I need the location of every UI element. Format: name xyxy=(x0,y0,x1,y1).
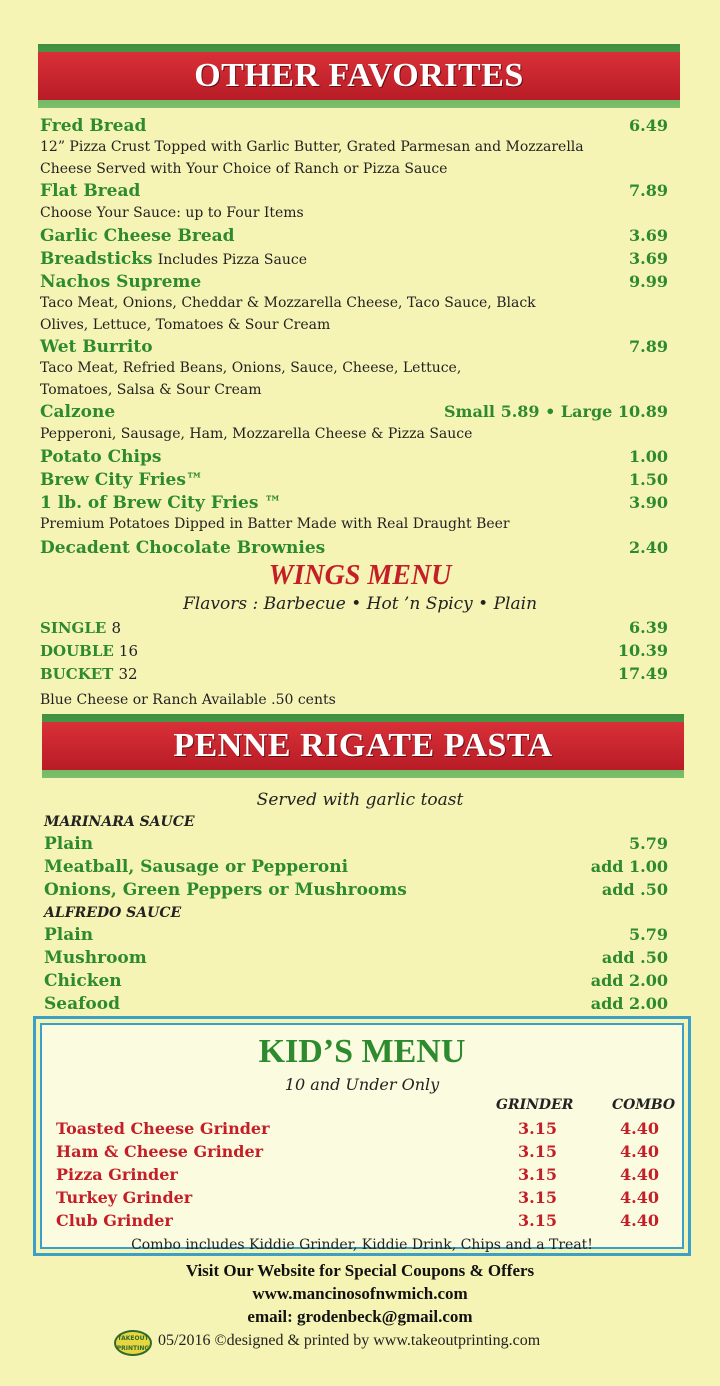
pasta-item-name: Chicken xyxy=(44,971,122,991)
wings-flavors: Flavors : Barbecue • Hot ’n Spicy • Plain xyxy=(182,594,538,614)
item-description: 12” Pizza Crust Topped with Garlic Butter, Grated Parmesan and Mozzarella Cheese Served with Your Choice of Ranch or Pizza Sauce xyxy=(40,139,584,177)
pasta-item-price: 5.79 xyxy=(629,834,668,853)
footer-website-link[interactable]: www.mancinosofnwmich.com xyxy=(252,1284,468,1303)
kids-item-name: Pizza Grinder xyxy=(56,1165,178,1184)
kids-grinder-price: 3.15 xyxy=(518,1119,557,1138)
menu-item-fred-bread xyxy=(40,116,668,136)
wings-count: 32 xyxy=(118,665,138,683)
pasta-item xyxy=(44,925,668,945)
kids-combo-price: 4.40 xyxy=(620,1211,659,1230)
menu-item-calzone xyxy=(40,402,668,422)
wings-row-double xyxy=(40,641,668,660)
menu-item-potato-chips xyxy=(40,447,668,467)
pasta-item-name: Onions, Green Peppers or Mushrooms xyxy=(44,880,407,900)
kids-grinder-price: 3.15 xyxy=(518,1142,557,1161)
kids-item xyxy=(56,1188,676,1210)
footer-promo: Visit Our Website for Special Coupons & Offers xyxy=(185,1261,535,1280)
item-description: Pepperoni, Sausage, Ham, Mozzarella Cheese & Pizza Sauce xyxy=(40,426,473,442)
wings-price: 10.39 xyxy=(617,641,668,660)
kids-item-name: Club Grinder xyxy=(56,1211,173,1230)
item-price: 2.40 xyxy=(629,538,668,557)
wings-row-single xyxy=(40,618,668,637)
wings-count: 16 xyxy=(118,642,139,660)
kids-combo-price: 4.40 xyxy=(620,1119,659,1138)
kids-menu-box xyxy=(33,1016,691,1256)
item-name: Nachos Supreme xyxy=(40,272,202,292)
item-price: 1.50 xyxy=(629,470,668,489)
pasta-item xyxy=(44,880,668,900)
menu-item-garlic-cheese-bread xyxy=(40,226,668,246)
pasta-item-price: add 2.00 xyxy=(590,971,668,990)
takeout-printing-logo: TAKEOUT PRINTING xyxy=(114,1330,152,1356)
other-favorites-title: OTHER FAVORITES xyxy=(38,52,680,100)
item-name: 1 lb. of Brew City Fries ™ xyxy=(40,493,282,513)
item-price: 6.49 xyxy=(629,116,668,135)
pasta-item-price: add .50 xyxy=(601,948,668,967)
item-price: 1.00 xyxy=(629,447,668,466)
wings-price: 17.49 xyxy=(617,664,668,683)
wings-note: Blue Cheese or Ranch Available .50 cents xyxy=(40,692,336,708)
item-inline-description: Includes Pizza Sauce xyxy=(157,252,308,268)
kids-item xyxy=(56,1211,676,1233)
wings-menu-title: WINGS MENU xyxy=(268,560,452,591)
pasta-item-name: Plain xyxy=(44,834,94,854)
kids-combo-price: 4.40 xyxy=(620,1165,659,1184)
kids-item-name: Ham & Cheese Grinder xyxy=(56,1142,264,1161)
wings-price: 6.39 xyxy=(629,618,668,637)
pasta-banner xyxy=(42,714,684,778)
wings-size: DOUBLE xyxy=(40,642,114,660)
menu-item-1lb-brew-city-fries xyxy=(40,493,668,513)
kids-combo-price: 4.40 xyxy=(620,1142,659,1161)
menu-item-wet-burrito xyxy=(40,337,668,357)
other-favorites-banner xyxy=(38,44,680,108)
item-name: Calzone xyxy=(40,402,116,422)
wings-row-bucket xyxy=(40,664,668,683)
kids-item xyxy=(56,1165,676,1187)
item-name: Garlic Cheese Bread xyxy=(40,226,235,246)
pasta-item xyxy=(44,971,668,991)
kids-menu-title: KID’S MENU xyxy=(258,1033,466,1070)
item-description: Choose Your Sauce: up to Four Items xyxy=(40,205,304,221)
footer-credit: 05/2016 ©designed & printed by www.takeoutprinting.com xyxy=(158,1332,541,1349)
item-price: 3.90 xyxy=(629,493,668,512)
kids-item-name: Toasted Cheese Grinder xyxy=(56,1119,270,1138)
wings-count: 8 xyxy=(111,619,121,637)
item-price: 3.69 xyxy=(629,226,668,245)
item-price: 3.69 xyxy=(629,249,668,268)
pasta-item-name: Mushroom xyxy=(44,948,147,968)
pasta-item-price: 5.79 xyxy=(629,925,668,944)
item-name: Breadsticks xyxy=(40,249,153,269)
pasta-subtitle: Served with garlic toast xyxy=(256,790,464,810)
pasta-item-name: Meatball, Sausage or Pepperoni xyxy=(44,857,349,877)
item-description: Taco Meat, Refried Beans, Onions, Sauce, Cheese, Lettuce, Tomatoes, Salsa & Sour Cream xyxy=(40,360,462,398)
item-name: Potato Chips xyxy=(40,447,162,467)
pasta-title: PENNE RIGATE PASTA xyxy=(42,722,684,770)
item-price: Small 5.89 • Large 10.89 xyxy=(444,402,668,421)
item-price: 9.99 xyxy=(629,272,668,291)
alfredo-sauce-heading: ALFREDO SAUCE xyxy=(44,905,182,921)
kids-item xyxy=(56,1119,676,1141)
menu-item-brew-city-fries xyxy=(40,470,668,490)
pasta-item xyxy=(44,834,668,854)
item-description: Taco Meat, Onions, Cheddar & Mozzarella Cheese, Taco Sauce, Black Olives, Lettuce, Tomatoes & Sour Cream xyxy=(40,295,536,333)
marinara-sauce-heading: MARINARA SAUCE xyxy=(44,814,195,830)
pasta-item-price: add 2.00 xyxy=(590,994,668,1013)
kids-menu-inner xyxy=(40,1023,684,1253)
pasta-item-price: add 1.00 xyxy=(590,857,668,876)
kids-item-name: Turkey Grinder xyxy=(56,1188,193,1207)
item-description: Premium Potatoes Dipped in Batter Made with Real Draught Beer xyxy=(40,516,510,532)
item-name: Wet Burrito xyxy=(40,337,153,357)
menu-item-flat-bread xyxy=(40,181,668,201)
menu-item-breadsticks xyxy=(40,249,668,269)
item-name: Decadent Chocolate Brownies xyxy=(40,538,326,558)
item-price: 7.89 xyxy=(629,337,668,356)
pasta-item-price: add .50 xyxy=(601,880,668,899)
pasta-item-name: Plain xyxy=(44,925,94,945)
pasta-item xyxy=(44,994,668,1014)
pasta-item xyxy=(44,857,668,877)
kids-menu-subtitle: 10 and Under Only xyxy=(284,1075,440,1094)
kids-combo-price: 4.40 xyxy=(620,1188,659,1207)
wings-size: SINGLE xyxy=(40,619,107,637)
menu-item-brownies xyxy=(40,538,668,558)
item-name: Flat Bread xyxy=(40,181,141,201)
kids-grinder-price: 3.15 xyxy=(518,1165,557,1184)
kids-col-grinder: GRINDER xyxy=(496,1097,574,1113)
menu-item-nachos-supreme xyxy=(40,272,668,292)
item-name: Brew City Fries™ xyxy=(40,470,203,490)
item-name: Fred Bread xyxy=(40,116,147,136)
pasta-item xyxy=(44,948,668,968)
kids-combo-note: Combo includes Kiddie Grinder, Kiddie Drink, Chips and a Treat! xyxy=(131,1237,593,1253)
kids-item xyxy=(56,1142,676,1164)
wings-size: BUCKET xyxy=(40,665,114,683)
kids-grinder-price: 3.15 xyxy=(518,1188,557,1207)
item-price: 7.89 xyxy=(629,181,668,200)
kids-grinder-price: 3.15 xyxy=(518,1211,557,1230)
pasta-item-name: Seafood xyxy=(44,994,120,1014)
footer-email-link[interactable]: email: grodenbeck@gmail.com xyxy=(247,1307,473,1326)
kids-col-combo: COMBO xyxy=(612,1097,676,1113)
